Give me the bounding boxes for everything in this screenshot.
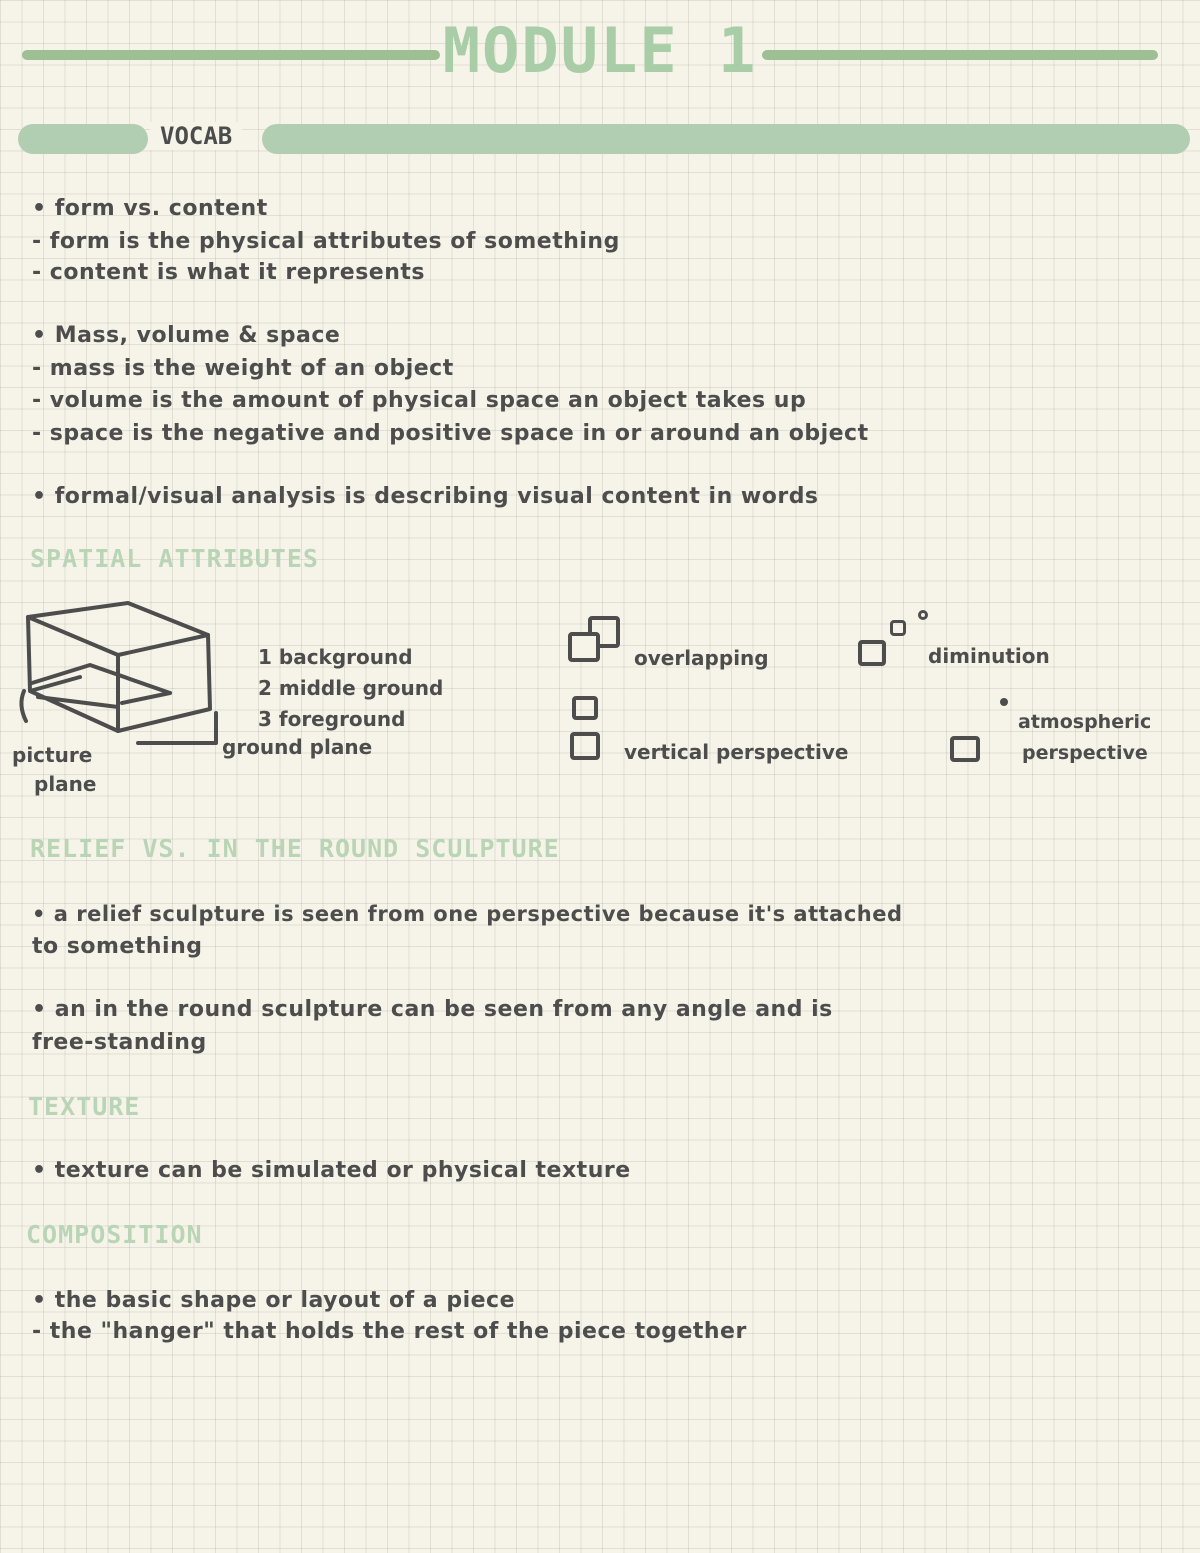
overlapping-label: overlapping <box>634 646 769 670</box>
composition-line: - the "hanger" that holds the rest of the piece together <box>32 1319 747 1344</box>
vertical-square-top-icon <box>572 696 598 720</box>
ground-plane-label: ground plane <box>222 735 373 759</box>
vocab-band-left <box>18 124 148 154</box>
relief-line: free-standing <box>32 1030 207 1055</box>
texture-heading: TEXTURE <box>28 1092 141 1121</box>
atmospheric-square-icon <box>950 736 980 762</box>
spatial-heading: SPATIAL ATTRIBUTES <box>30 544 319 573</box>
depth-list-item: 3 foreground <box>258 707 406 731</box>
vocab-line: - space is the negative and positive space in or around an object <box>32 421 869 446</box>
vocab-line: - volume is the amount of physical space an object takes up <box>32 388 807 413</box>
picture-plane-label: plane <box>34 772 97 796</box>
vocab-line: - content is what it represents <box>32 260 425 285</box>
atmospheric-perspective-label: atmospheric <box>1018 711 1152 733</box>
vocab-line: - form is the physical attributes of something <box>32 229 620 254</box>
atmospheric-perspective-label: perspective <box>1022 742 1148 764</box>
depth-list-item: 1 background <box>258 645 413 669</box>
diminution-small-square-icon <box>918 610 928 620</box>
composition-line: • the basic shape or layout of a piece <box>32 1288 515 1313</box>
page-title: MODULE 1 <box>442 14 758 87</box>
title-rule-right <box>762 50 1158 60</box>
overlapping-square-front-icon <box>568 632 600 662</box>
vocab-line: - mass is the weight of an object <box>32 356 454 381</box>
diminution-label: diminution <box>928 644 1050 668</box>
texture-line: • texture can be simulated or physical texture <box>32 1158 631 1183</box>
title-rule-left <box>22 50 440 60</box>
composition-heading: COMPOSITION <box>26 1220 203 1249</box>
picture-plane-label: picture <box>12 743 93 767</box>
depth-list-item: 2 middle ground <box>258 676 444 700</box>
relief-line: to something <box>32 934 203 959</box>
diminution-medium-square-icon <box>890 620 906 636</box>
relief-line: • a relief sculpture is seen from one perspective because it's attached <box>32 902 903 926</box>
relief-heading: RELIEF VS. IN THE ROUND SCULPTURE <box>30 834 560 863</box>
atmospheric-dot-icon <box>1000 698 1008 706</box>
relief-line: • an in the round sculpture can be seen from any angle and is <box>32 997 833 1022</box>
diminution-large-square-icon <box>858 640 886 666</box>
vocab-label: VOCAB <box>150 122 242 150</box>
vocab-band-right <box>262 124 1190 154</box>
vertical-perspective-label: vertical perspective <box>624 740 849 764</box>
vertical-square-bottom-icon <box>570 732 600 760</box>
vocab-line: • formal/visual analysis is describing visual content in words <box>32 484 819 509</box>
perspective-box-drawing <box>10 595 230 755</box>
vocab-line: • Mass, volume & space <box>32 323 341 348</box>
vocab-line: • form vs. content <box>32 196 268 221</box>
